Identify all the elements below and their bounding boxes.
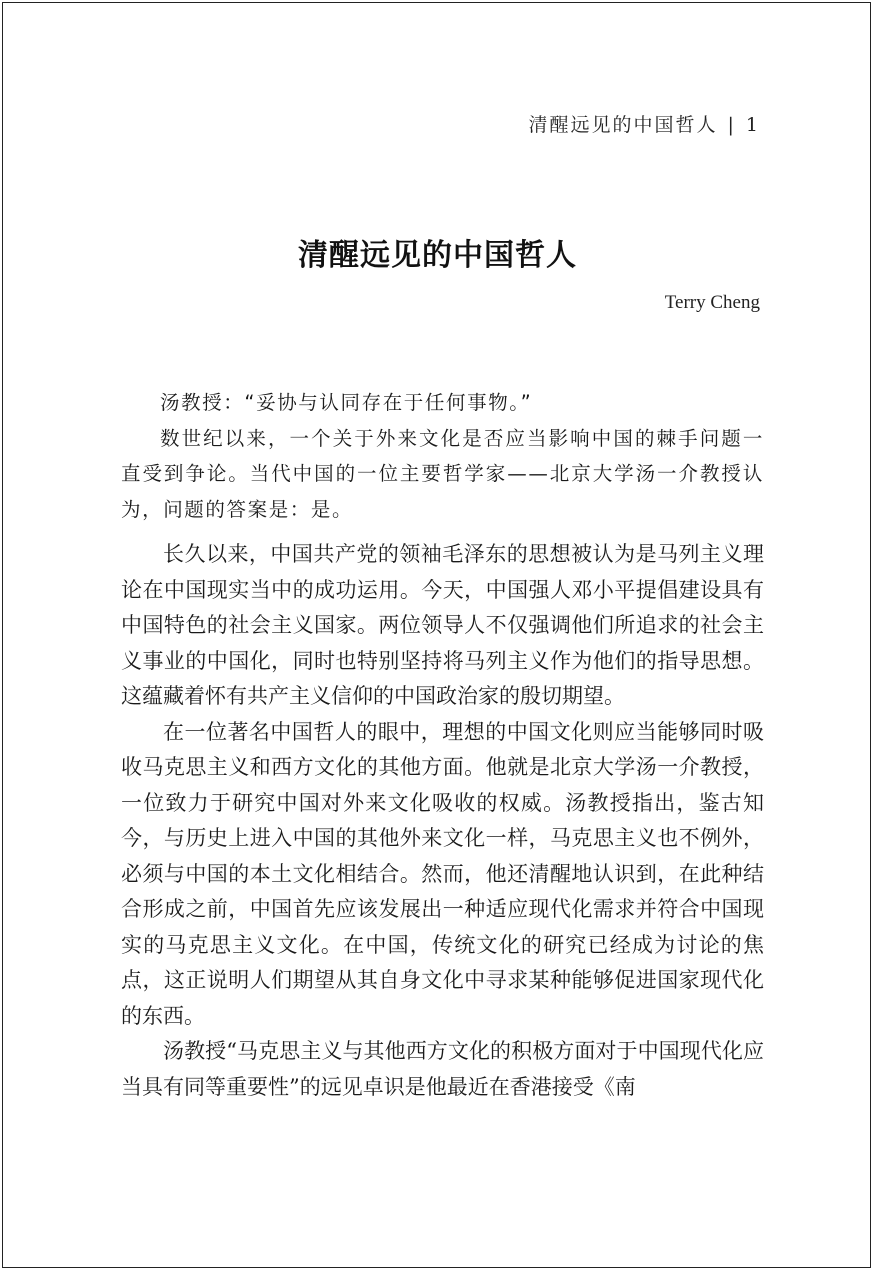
body-paragraph: 汤教授“马克思主义与其他西方文化的积极方面对于中国现代化应当具有同等重要性”的远见卓识是他最近在香港接受《南 — [121, 1039, 764, 1099]
body-paragraph: 长久以来，中国共产党的领袖毛泽东的思想被认为是马列主义理论在中国现实当中的成功运用。今天，中国强人邓小平提倡建设具有中国特色的社会主义国家。两位领导人不仅强调他们所追求的社会主义事业的中国化，同时也特别坚持将马列主义作为他们的指导思想。这蕴藏着怀有共产主义信仰的中国政治家的殷切期望。 — [121, 542, 764, 708]
header-separator: | — [727, 114, 736, 136]
article-title: 清醒远见的中国哲人 — [298, 238, 577, 273]
intro-quote: 汤教授：“妥协与认同存在于任何事物。” — [160, 391, 533, 414]
page-number: 1 — [745, 114, 760, 136]
article-body — [121, 385, 764, 1105]
article-author: Terry Cheng — [664, 292, 760, 313]
body-paragraph: 在一位著名中国哲人的眼中，理想的中国文化则应当能够同时吸收马克思主义和西方文化的其他方面。他就是北京大学汤一介教授，一位致力于研究中国对外来文化吸收的权威。汤教授指出，鉴古知今，与历史上进入中国的其他外来文化一样，马克思主义也不例外，必须与中国的本土文化相结合。然而，他还清醒地认识到，在此种结合形成之前，中国首先应该发展出一种适应现代化需求并符合中国现实的马克思主义文化。在中国，传统文化的研究已经成为讨论的焦点，这正说明人们期望从其自身文化中寻求某种能够促进国家现代化的东西。 — [121, 719, 764, 1028]
running-header — [528, 110, 760, 137]
running-title: 清醒远见的中国哲人 — [528, 114, 718, 136]
intro-paragraph: 数世纪以来，一个关于外来文化是否应当影响中国的棘手问题一直受到争论。当代中国的一位主要哲学家——北京大学汤一介教授认为，问题的答案是：是。 — [121, 426, 764, 521]
